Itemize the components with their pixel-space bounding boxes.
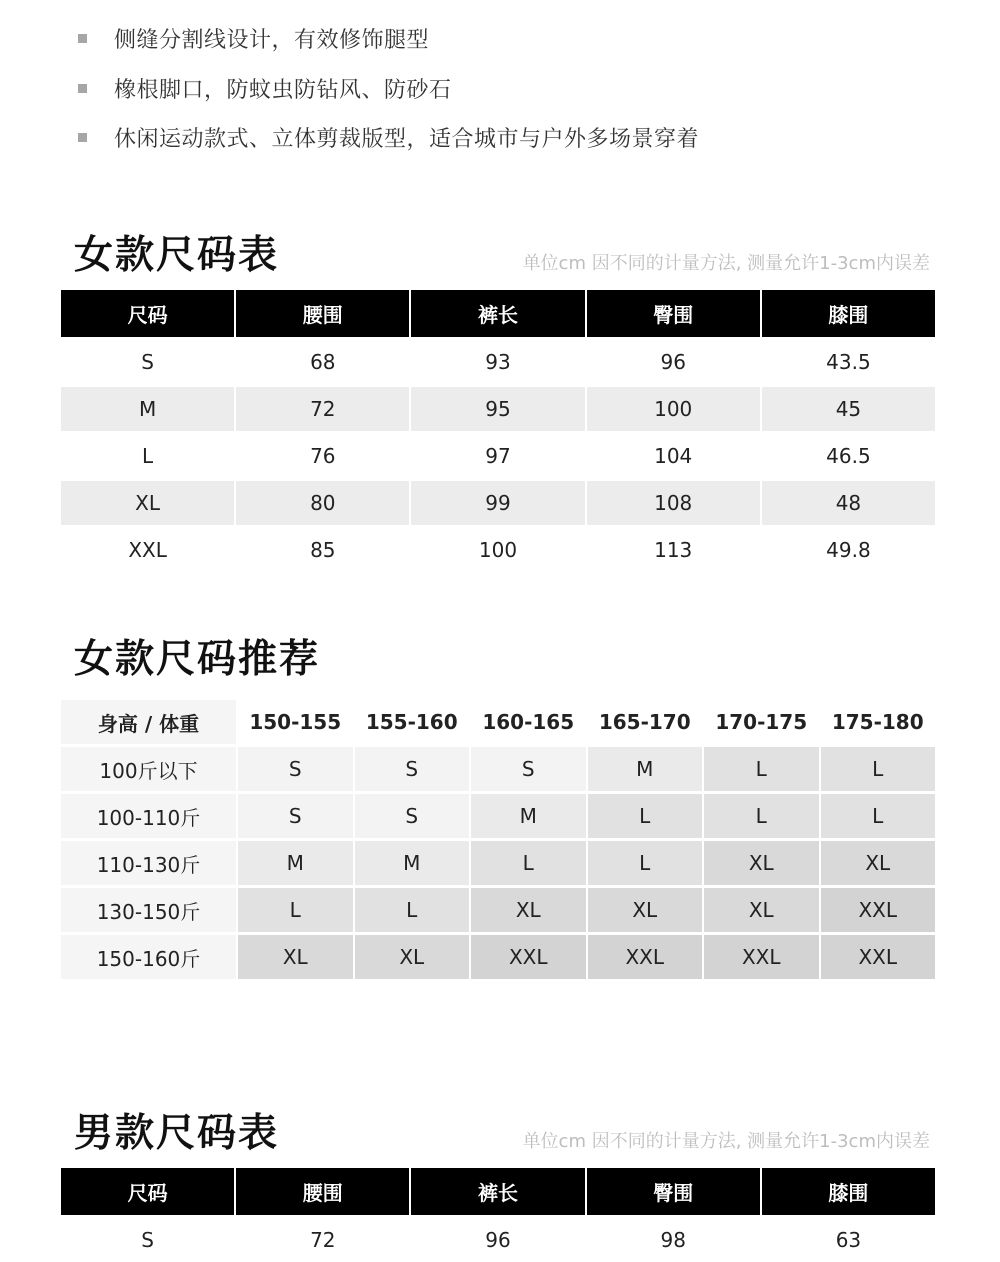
height-header-cell: 165-170 (588, 700, 703, 744)
table-row (61, 434, 935, 478)
recommend-size-cell: XL (355, 935, 470, 979)
weight-label-cell: 100斤以下 (61, 747, 236, 791)
recommend-size-cell: S (355, 794, 470, 838)
table-cell: 100 (587, 387, 760, 431)
weight-label-cell: 100-110斤 (61, 794, 236, 838)
header-cell-waist: 腰围 (236, 1168, 409, 1215)
table-cell: 95 (411, 387, 584, 431)
feature-text: 橡根脚口，防蚊虫防钻风、防砂石 (114, 77, 452, 103)
height-header-cell: 170-175 (704, 700, 819, 744)
bullet-square-icon (78, 133, 87, 142)
height-header-cell: 175-180 (821, 700, 936, 744)
table-row (61, 340, 935, 384)
recommend-size-cell: L (704, 794, 819, 838)
table-cell: 108 (587, 481, 760, 525)
table-cell: XL (61, 481, 234, 525)
table-row (61, 1218, 935, 1262)
women-size-table-title: 女款尺码表 (74, 233, 280, 278)
header-cell-knee: 膝围 (762, 290, 935, 337)
women-size-table-note: 单位cm 因不同的计量方法, 测量允许1-3cm内误差 (522, 253, 930, 274)
recommend-size-cell: M (471, 794, 586, 838)
height-header-cell: 155-160 (355, 700, 470, 744)
bullet-square-icon (78, 84, 87, 93)
recommend-size-cell: L (238, 888, 353, 932)
table-cell: 99 (411, 481, 584, 525)
table-cell: 43.5 (826, 350, 871, 374)
table-cell: 72 (236, 387, 409, 431)
recommend-size-cell: XXL (704, 935, 819, 979)
header-cell-knee: 膝围 (762, 1168, 935, 1215)
table-cell: 46.5 (826, 444, 871, 468)
feature-item (78, 14, 978, 64)
weight-label-cell: 110-130斤 (61, 841, 236, 885)
height-header-cell: 160-165 (471, 700, 586, 744)
men-size-table-title: 男款尺码表 (74, 1111, 280, 1156)
table-cell: 48 (762, 481, 935, 525)
recommend-size-cell: XXL (471, 935, 586, 979)
recommend-size-cell: S (238, 747, 353, 791)
recommend-body (61, 747, 935, 979)
weight-label-cell: 150-160斤 (61, 935, 236, 979)
table-cell: XXL (128, 538, 167, 562)
recommend-size-cell: XXL (588, 935, 703, 979)
recommend-size-cell: XL (238, 935, 353, 979)
recommend-size-cell: M (238, 841, 353, 885)
recommend-size-cell: L (588, 794, 703, 838)
recommend-row (61, 794, 935, 838)
recommend-header-row (61, 700, 935, 744)
table-header-row (61, 1168, 935, 1215)
women-size-table (61, 290, 935, 572)
recommend-size-cell: XL (821, 841, 936, 885)
table-cell: 97 (485, 444, 511, 468)
feature-item (78, 64, 978, 114)
bullet-square-icon (78, 34, 87, 43)
recommend-row (61, 888, 935, 932)
table-cell: M (61, 387, 234, 431)
recommend-size-cell: XL (471, 888, 586, 932)
recommend-size-cell: M (588, 747, 703, 791)
women-recommend-title: 女款尺码推荐 (74, 637, 321, 682)
recommend-size-cell: L (471, 841, 586, 885)
weight-label-cell: 130-150斤 (61, 888, 236, 932)
recommend-size-cell: XL (704, 888, 819, 932)
height-header-cell: 150-155 (238, 700, 353, 744)
table-cell: 63 (835, 1228, 862, 1252)
men-size-table (61, 1168, 935, 1262)
table-cell: 113 (654, 538, 693, 562)
table-cell: S (141, 350, 154, 374)
header-cell-size: 尺码 (61, 1168, 234, 1215)
table-cell: 72 (310, 1228, 336, 1252)
table-cell: 76 (310, 444, 336, 468)
table-cell: 96 (485, 1228, 511, 1252)
recommend-size-cell: L (588, 841, 703, 885)
table-row (61, 387, 935, 431)
table-cell: 93 (485, 350, 511, 374)
recommend-size-cell: XL (704, 841, 819, 885)
recommend-size-cell: S (238, 794, 353, 838)
table-row (61, 481, 935, 525)
table-cell: 49.8 (826, 538, 871, 562)
header-cell-length: 裤长 (411, 1168, 584, 1215)
recommend-size-cell: L (704, 747, 819, 791)
feature-text: 休闲运动款式、立体剪裁版型，适合城市与户外多场景穿着 (114, 127, 700, 153)
table-cell: 80 (236, 481, 409, 525)
recommend-size-cell: S (471, 747, 586, 791)
men-size-table-note: 单位cm 因不同的计量方法, 测量允许1-3cm内误差 (522, 1131, 930, 1152)
table-cell: 104 (654, 444, 693, 468)
recommend-size-cell: L (821, 747, 936, 791)
table-cell: 45 (762, 387, 935, 431)
recommend-row (61, 935, 935, 979)
feature-item (78, 113, 978, 163)
table-cell: 85 (310, 538, 336, 562)
table-cell: L (142, 444, 154, 468)
table-cell: S (141, 1228, 154, 1252)
recommend-size-cell: XXL (821, 935, 936, 979)
table-cell: 100 (478, 538, 518, 562)
recommend-corner-cell: 身高 / 体重 (61, 700, 236, 744)
recommend-row (61, 841, 935, 885)
header-cell-size: 尺码 (61, 290, 234, 337)
table-header-row (61, 290, 935, 337)
women-recommend-table (61, 700, 935, 982)
table-cell: 98 (660, 1228, 686, 1252)
recommend-size-cell: L (821, 794, 936, 838)
recommend-size-cell: XXL (821, 888, 936, 932)
feature-list (78, 14, 978, 163)
table-cell: 68 (310, 350, 336, 374)
header-cell-hip: 臀围 (587, 1168, 760, 1215)
feature-text: 侧缝分割线设计，有效修饰腿型 (114, 28, 430, 54)
recommend-size-cell: XL (588, 888, 703, 932)
header-cell-hip: 臀围 (587, 290, 760, 337)
header-cell-length: 裤长 (411, 290, 584, 337)
recommend-size-cell: M (355, 841, 470, 885)
recommend-row (61, 747, 935, 791)
header-cell-waist: 腰围 (236, 290, 409, 337)
table-cell: 96 (660, 350, 686, 374)
recommend-size-cell: S (355, 747, 470, 791)
recommend-size-cell: L (355, 888, 470, 932)
table-row (61, 528, 935, 572)
